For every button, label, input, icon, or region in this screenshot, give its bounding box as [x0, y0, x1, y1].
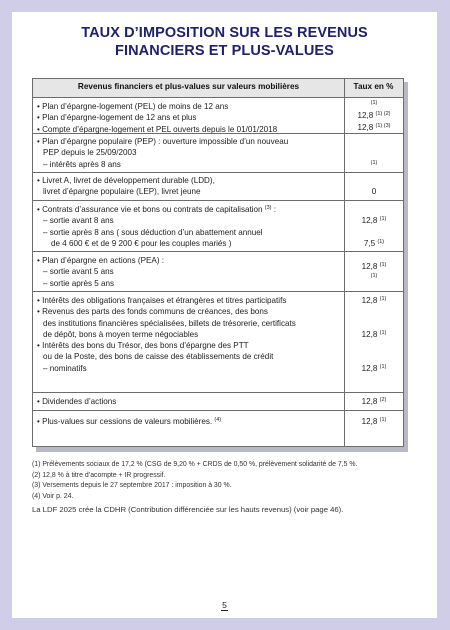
rate-line: [345, 99, 403, 110]
table-row-assurance-vie: [37, 204, 343, 249]
row-text: • Intérêts des bons du Trésor, des bons d’épargne des PTT: [37, 341, 249, 351]
rate-note: (1): [370, 100, 378, 106]
table-row-pea: [37, 255, 343, 289]
rate-line: [345, 272, 403, 283]
rate-line: [345, 238, 403, 249]
rate-line: [345, 363, 403, 374]
footnotes: [32, 460, 357, 502]
table-row-epargne-logement: [37, 101, 343, 135]
rate-cell: [345, 99, 403, 133]
row-text: livret d’épargne populaire (LEP), livret jeune: [43, 187, 201, 197]
rate-cell: [345, 396, 403, 407]
rate-note: (1): [377, 238, 385, 245]
row-text-main: • Contrats d’assurance vie et bons ou contrats de capitalisation: [37, 205, 263, 214]
rate-line: [345, 318, 403, 329]
rate-value: 12,8: [361, 262, 378, 271]
rate-line: [345, 261, 403, 272]
rate-value: 12,8: [361, 216, 378, 226]
row-text-suffix: :: [271, 205, 277, 214]
rate-note: (1): [370, 273, 378, 280]
rate-line: [345, 159, 403, 170]
row-text: – nominatifs: [43, 363, 87, 373]
row-note: (3): [264, 205, 272, 211]
row-divider: [33, 251, 403, 252]
row-divider: [33, 291, 403, 292]
row-text: de dépôt, bons à moyen terme négociables: [43, 329, 199, 339]
rate-value: 12,8: [361, 417, 378, 426]
row-divider: [33, 172, 403, 173]
rate-line: [345, 416, 403, 427]
rate-value: 12,8: [361, 397, 378, 406]
rate-value: 7,5: [363, 238, 376, 248]
row-text: – sortie avant 8 ans: [43, 216, 114, 226]
page-number-text: 5: [222, 600, 227, 610]
table-row-pep: [37, 136, 343, 170]
rate-note: (1) (3): [375, 122, 391, 129]
row-text: ou de la Poste, des bons de caisse des établissements de crédit: [43, 352, 274, 362]
row-text: – intérêts après 8 ans: [43, 159, 121, 169]
rate-note: (1): [379, 417, 387, 423]
row-text: [37, 416, 343, 427]
row-text: • Revenus des parts des fonds communs de créances, des bons: [37, 307, 268, 317]
row-text: des institutions financières spécialisées, billets de trésorerie, certificats: [43, 318, 296, 328]
row-text-main: • Plus-values sur cessions de valeurs mobilières.: [37, 417, 213, 426]
rate-note: (1): [379, 329, 387, 336]
rate-note: (1): [379, 363, 387, 370]
row-text: – sortie après 8 ans ( sous déduction d’un abattement annuel: [43, 227, 263, 237]
rate-note: (1) (2): [375, 111, 391, 118]
footnote-1: (1) Prélèvements sociaux de 17,2 % (CSG de 9,20 % + CRDS de 0,50 %, prélèvement solidarité de 7,5 %.: [32, 461, 358, 468]
row-text: • Plan d’épargne-logement (PEL) de moins de 12 ans: [37, 102, 229, 111]
table-row-livrets: [37, 175, 343, 198]
rate-cell: [345, 295, 403, 374]
row-text: • Plan d’épargne populaire (PEP) : ouverture impossible d’un nouveau: [37, 137, 289, 146]
row-text: • Plan d’épargne-logement de 12 ans et plus: [37, 113, 197, 123]
row-text: de 4 600 € et de 9 200 € pour les couples mariés ): [51, 238, 232, 248]
page-title-line-2: FINANCIERS ET PLUS-VALUES: [115, 43, 334, 59]
footnote-3: (3) Versements depuis le 27 septembre 2017 : imposition à 30 %.: [32, 482, 232, 490]
rate-line: [345, 340, 403, 351]
footnote-4: (4) Voir p. 24.: [32, 492, 74, 500]
footnote-2: (2) 12,8 % à titre d’acompte + IR progressif.: [32, 471, 166, 479]
rate-line: [345, 122, 403, 133]
rate-cell: [345, 261, 403, 284]
rate-line: [345, 227, 403, 238]
rate-line: [345, 295, 403, 306]
page-number: [12, 600, 437, 611]
rate-cell: [345, 204, 403, 249]
row-divider: [33, 200, 403, 201]
rate-line: 0: [371, 187, 377, 197]
rate-cell: [345, 416, 403, 427]
row-note: (4): [214, 417, 222, 423]
row-text: – sortie après 5 ans: [43, 278, 115, 288]
rate-note: (1): [379, 296, 387, 302]
table-row-plus-values: [37, 416, 343, 427]
rate-value: 12,8: [357, 122, 374, 132]
rate-line: [345, 204, 403, 215]
table-header: [33, 79, 403, 98]
row-text: – sortie avant 5 ans: [43, 267, 114, 277]
rate-line: [345, 396, 403, 407]
rate-line: [345, 306, 403, 317]
row-divider: [33, 392, 403, 393]
row-text: • Plan d’épargne en actions (PEA) :: [37, 256, 165, 265]
page-title-line-1: TAUX D’IMPOSITION SUR LES REVENUS: [81, 25, 368, 41]
header-income-type: Revenus financiers et plus-values sur valeurs mobilières: [77, 82, 300, 91]
rate-value: 12,8: [361, 296, 378, 305]
rate-line: [345, 329, 403, 340]
rate-note: (2): [379, 397, 387, 403]
rate-line: [345, 215, 403, 226]
rate-line: [345, 110, 403, 121]
rate-cell: [345, 175, 403, 198]
rate-line: [345, 147, 403, 158]
rate-note: (1): [379, 216, 387, 223]
rate-line: [345, 136, 403, 147]
row-text: PEP depuis le 25/09/2003: [43, 148, 137, 158]
header-rate: Taux en %: [353, 82, 394, 91]
rate-line: [345, 175, 403, 186]
table-row-obligations: [37, 295, 343, 374]
row-text: • Dividendes d’actions: [37, 397, 117, 406]
rate-note: (1): [370, 159, 378, 166]
page-title: [12, 24, 437, 60]
rate-cell: [345, 136, 403, 170]
rate-line: [345, 351, 403, 362]
rate-value: 12,8: [361, 363, 378, 373]
ldf-note: La LDF 2025 crée la CDHR (Contribution différenciée sur les hauts revenus) (voir page 46).: [32, 505, 344, 514]
tax-rate-table: [32, 78, 404, 447]
rate-value: 12,8: [361, 329, 378, 339]
row-text: • Compte d’épargne-logement et PEL ouverts depuis le 01/01/2018: [37, 124, 278, 134]
row-text: [37, 204, 343, 215]
rate-value: 12,8: [357, 111, 374, 121]
tax-rate-table-wrapper: [32, 78, 406, 449]
table-row-dividendes: [37, 396, 343, 407]
row-text: • Intérêts des obligations françaises et étrangères et titres participatifs: [37, 296, 287, 305]
row-text: • Livret A, livret de développement durable (LDD),: [37, 176, 215, 185]
rate-note: (1): [379, 262, 387, 268]
row-divider: [33, 410, 403, 411]
document-page: [12, 12, 437, 618]
